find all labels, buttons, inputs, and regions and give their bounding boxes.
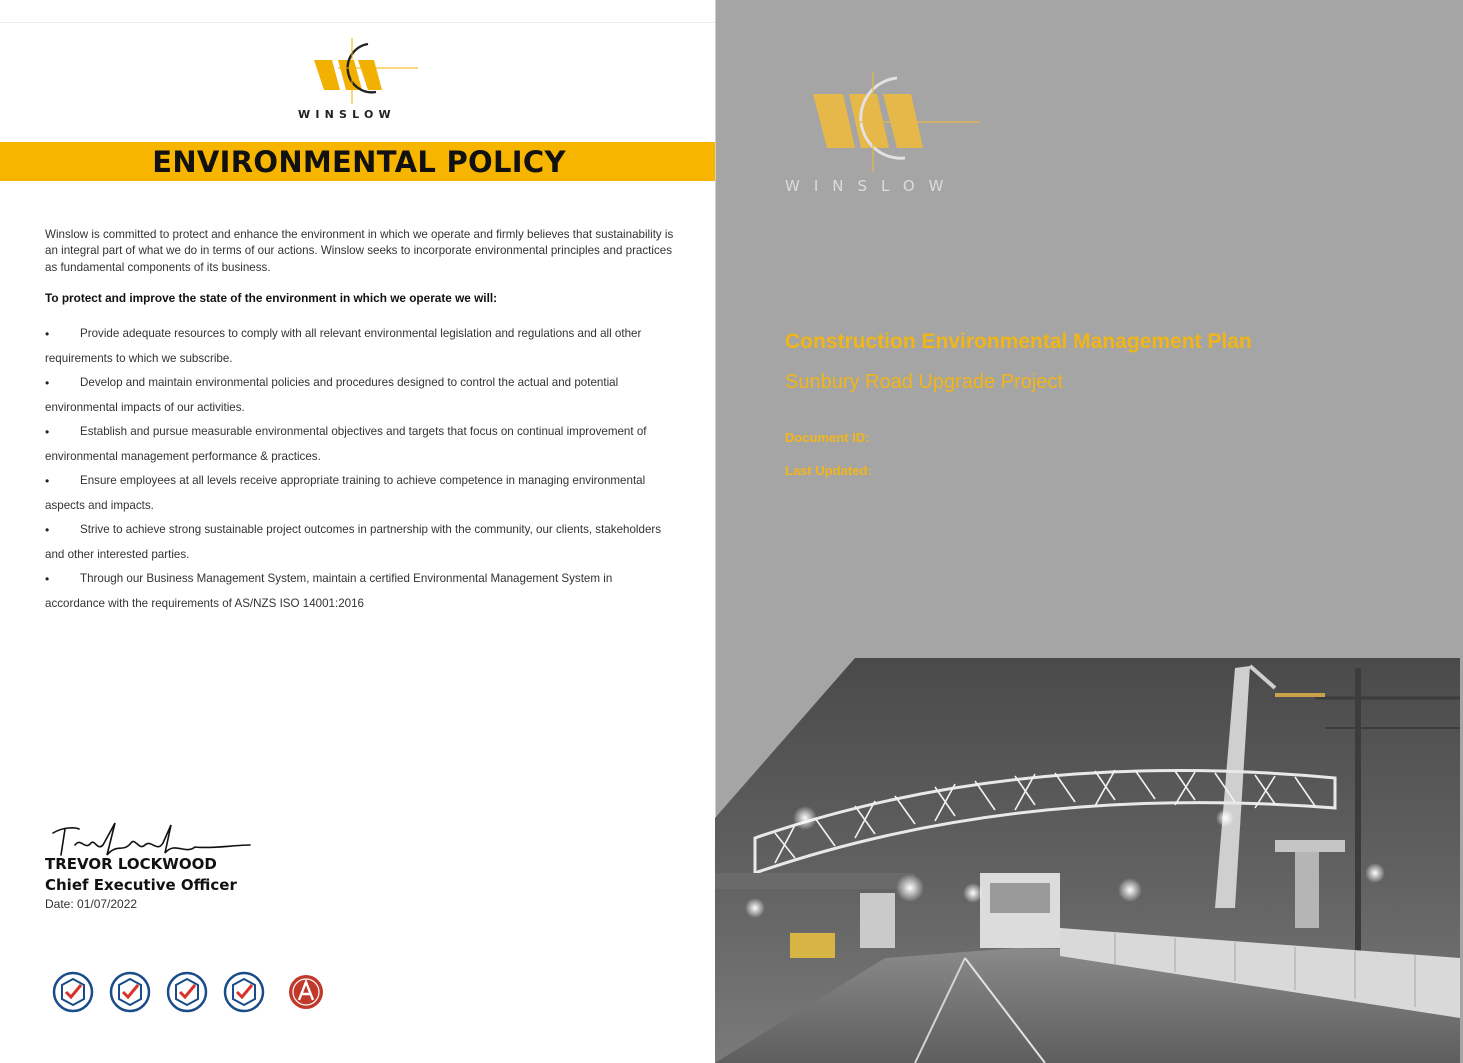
last-updated-label: Last Updated:: [785, 463, 872, 478]
certified-system-badge: [221, 970, 267, 1016]
bullet-icon: •: [45, 425, 50, 439]
list-item-text: Strive to achieve strong sustainable project outcomes in partnership with the community, our clients, stakeholders and other interested parties.: [45, 523, 662, 561]
winslow-logo-mark: [300, 38, 425, 108]
list-item-text: Develop and maintain environmental policies and procedures designed to control the actual and potential environmental impacts of our activities.: [45, 376, 619, 414]
document-id-label: Document ID:: [785, 430, 870, 445]
bullet-icon: •: [45, 327, 50, 341]
page-title: ENVIRONMENTAL POLICY: [152, 144, 566, 179]
list-item: [45, 420, 675, 469]
list-item-text: Through our Business Management System, maintain a certified Environmental Management System in accordance with the requirements of AS/NZS ISO 14001:2016: [45, 572, 613, 610]
commitment-list: [45, 322, 675, 616]
certified-safety-badge: [164, 970, 210, 1016]
list-item: [45, 371, 675, 420]
list-item: [45, 567, 675, 616]
list-item-text: Ensure employees at all levels receive appropriate training to achieve competence in managing environmental aspects and impacts.: [45, 474, 646, 512]
bullet-icon: •: [45, 376, 50, 390]
certified-environment-badge: [107, 970, 153, 1016]
certified-quality-badge: [50, 970, 96, 1016]
certification-badges: [50, 970, 340, 1016]
accreditation-seal: [286, 970, 326, 1010]
signature-date: Date: 01/07/2022: [45, 897, 138, 911]
winslow-wordmark: WINSLOW: [785, 177, 958, 195]
page-top-divider: [0, 22, 715, 23]
signatory-name: TREVOR LOCKWOOD: [45, 855, 217, 873]
list-item: [45, 322, 675, 371]
list-item: [45, 518, 675, 567]
list-item-text: Establish and pursue measurable environmental objectives and targets that focus on continual improvement of environmental management performance & practices.: [45, 425, 647, 463]
signatory-title: Chief Executive Officer: [45, 876, 237, 894]
intro-paragraph: Winslow is committed to protect and enhance the environment in which we operate and firmly believes that sustainability is an integral part of what we do in terms of our actions. Winslow seeks to incorporate environmental principles and practices as fundamental components of its business.: [45, 228, 674, 274]
winslow-logo-mark: [805, 72, 985, 177]
policy-intro: [45, 227, 675, 276]
list-item-text: Provide adequate resources to comply with all relevant environmental legislation and regulations and all other requirements to which we subscribe.: [45, 327, 642, 365]
document-title: Construction Environmental Management Plan: [785, 330, 1252, 353]
list-item: [45, 469, 675, 518]
night-bridge-construction-photo: [715, 658, 1460, 1063]
winslow-logo: [785, 72, 985, 202]
cemp-cover-page: [715, 0, 1463, 1063]
environmental-policy-page: [0, 0, 715, 1063]
winslow-wordmark: WINSLOW: [298, 108, 396, 121]
bullet-icon: •: [45, 474, 50, 488]
policy-title-band: [0, 142, 715, 181]
bullet-icon: •: [45, 572, 50, 586]
bullet-icon: •: [45, 523, 50, 537]
commitment-heading: To protect and improve the state of the environment in which we operate we will:: [45, 291, 498, 305]
project-name: Sunbury Road Upgrade Project: [785, 371, 1063, 393]
winslow-logo: [300, 38, 425, 128]
